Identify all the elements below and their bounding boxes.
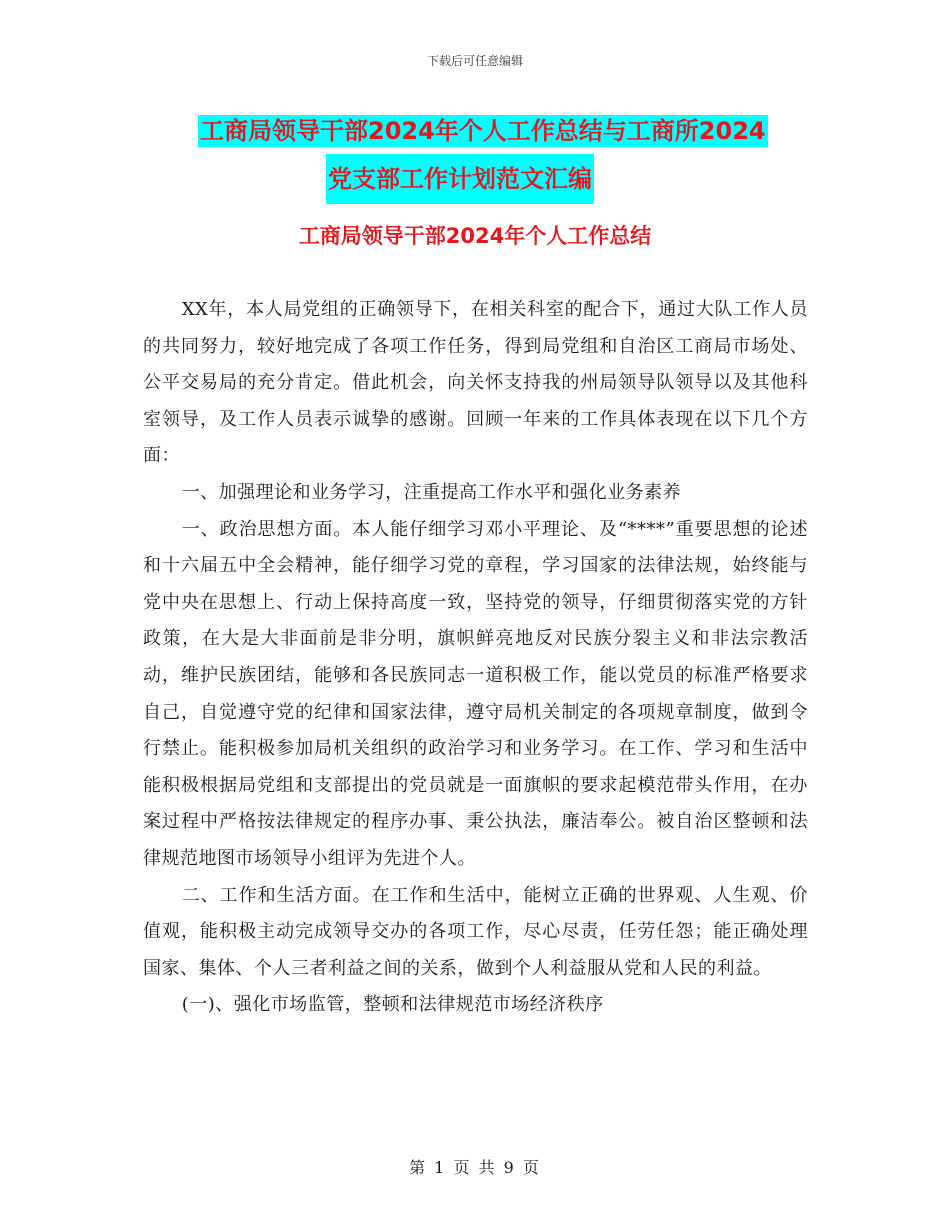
document-title: [198, 108, 798, 204]
paragraph: XX年，本人局党组的正确领导下，在相关科室的配合下，通过大队工作人员的共同努力，较好地完成了各项工作任务，得到局党组和自治区工商局市场处、公平交易局的充分肯定。借此机会，向关怀支持我的州局领导队领导以及其他科室领导，及工作人员表示诚挚的感谢。回顾一年来的工作具体表现在以下几个方面：: [143, 299, 808, 467]
paragraph: 一、政治思想方面。本人能仔细学习邓小平理论、及“****”重要思想的论述和十六届五中全会精神，能仔细学习党的章程，学习国家的法律法规，始终能与党中央在思想上、行动上保持高度一致，坚持党的领导，仔细贯彻落实党的方针政策，在大是大非面前是非分明，旗帜鲜亮地反对民族分裂主义和非法宗教活动，维护民族团结，能够和各民族同志一道积极工作，能以党员的标准严格要求自己，自觉遵守党的纪律和国家法律，遵守局机关制定的各项规章制度，做到令行禁止。能积极参加局机关组织的政治学习和业务学习。在工作、学习和生活中能积极根据局党组和支部提出的党员就是一面旗帜的要求起模范带头作用，在办案过程中严格按法律规定的程序办事、秉公执法，廉洁奉公。被自治区整顿和法律规范地图市场领导小组评为先进个人。: [143, 518, 808, 869]
paragraph: 二、工作和生活方面。在工作和生活中，能树立正确的世界观、人生观、价值观，能积极主动完成领导交办的各项工作，尽心尽责，任劳任怨；能正确处理国家、集体、个人三者利益之间的关系，做到个人利益服从党和人民的利益。: [143, 884, 808, 979]
paragraph: (一)、强化市场监管，整顿和法律规范市场经济秩序: [181, 994, 604, 1016]
title-line-2: 党支部工作计划范文汇编: [326, 154, 594, 204]
paragraph: 一、加强理论和业务学习，注重提高工作水平和强化业务素养: [181, 481, 682, 503]
title-line-1: 工商局领导干部2024年个人工作总结与工商所2024: [200, 117, 766, 145]
page-footer: 第 1 页 共 9 页: [409, 1158, 541, 1177]
section-title: 工商局领导干部2024年个人工作总结: [298, 224, 652, 248]
header-note: 下载后可任意编辑: [426, 54, 523, 68]
body-text: [143, 292, 808, 1024]
